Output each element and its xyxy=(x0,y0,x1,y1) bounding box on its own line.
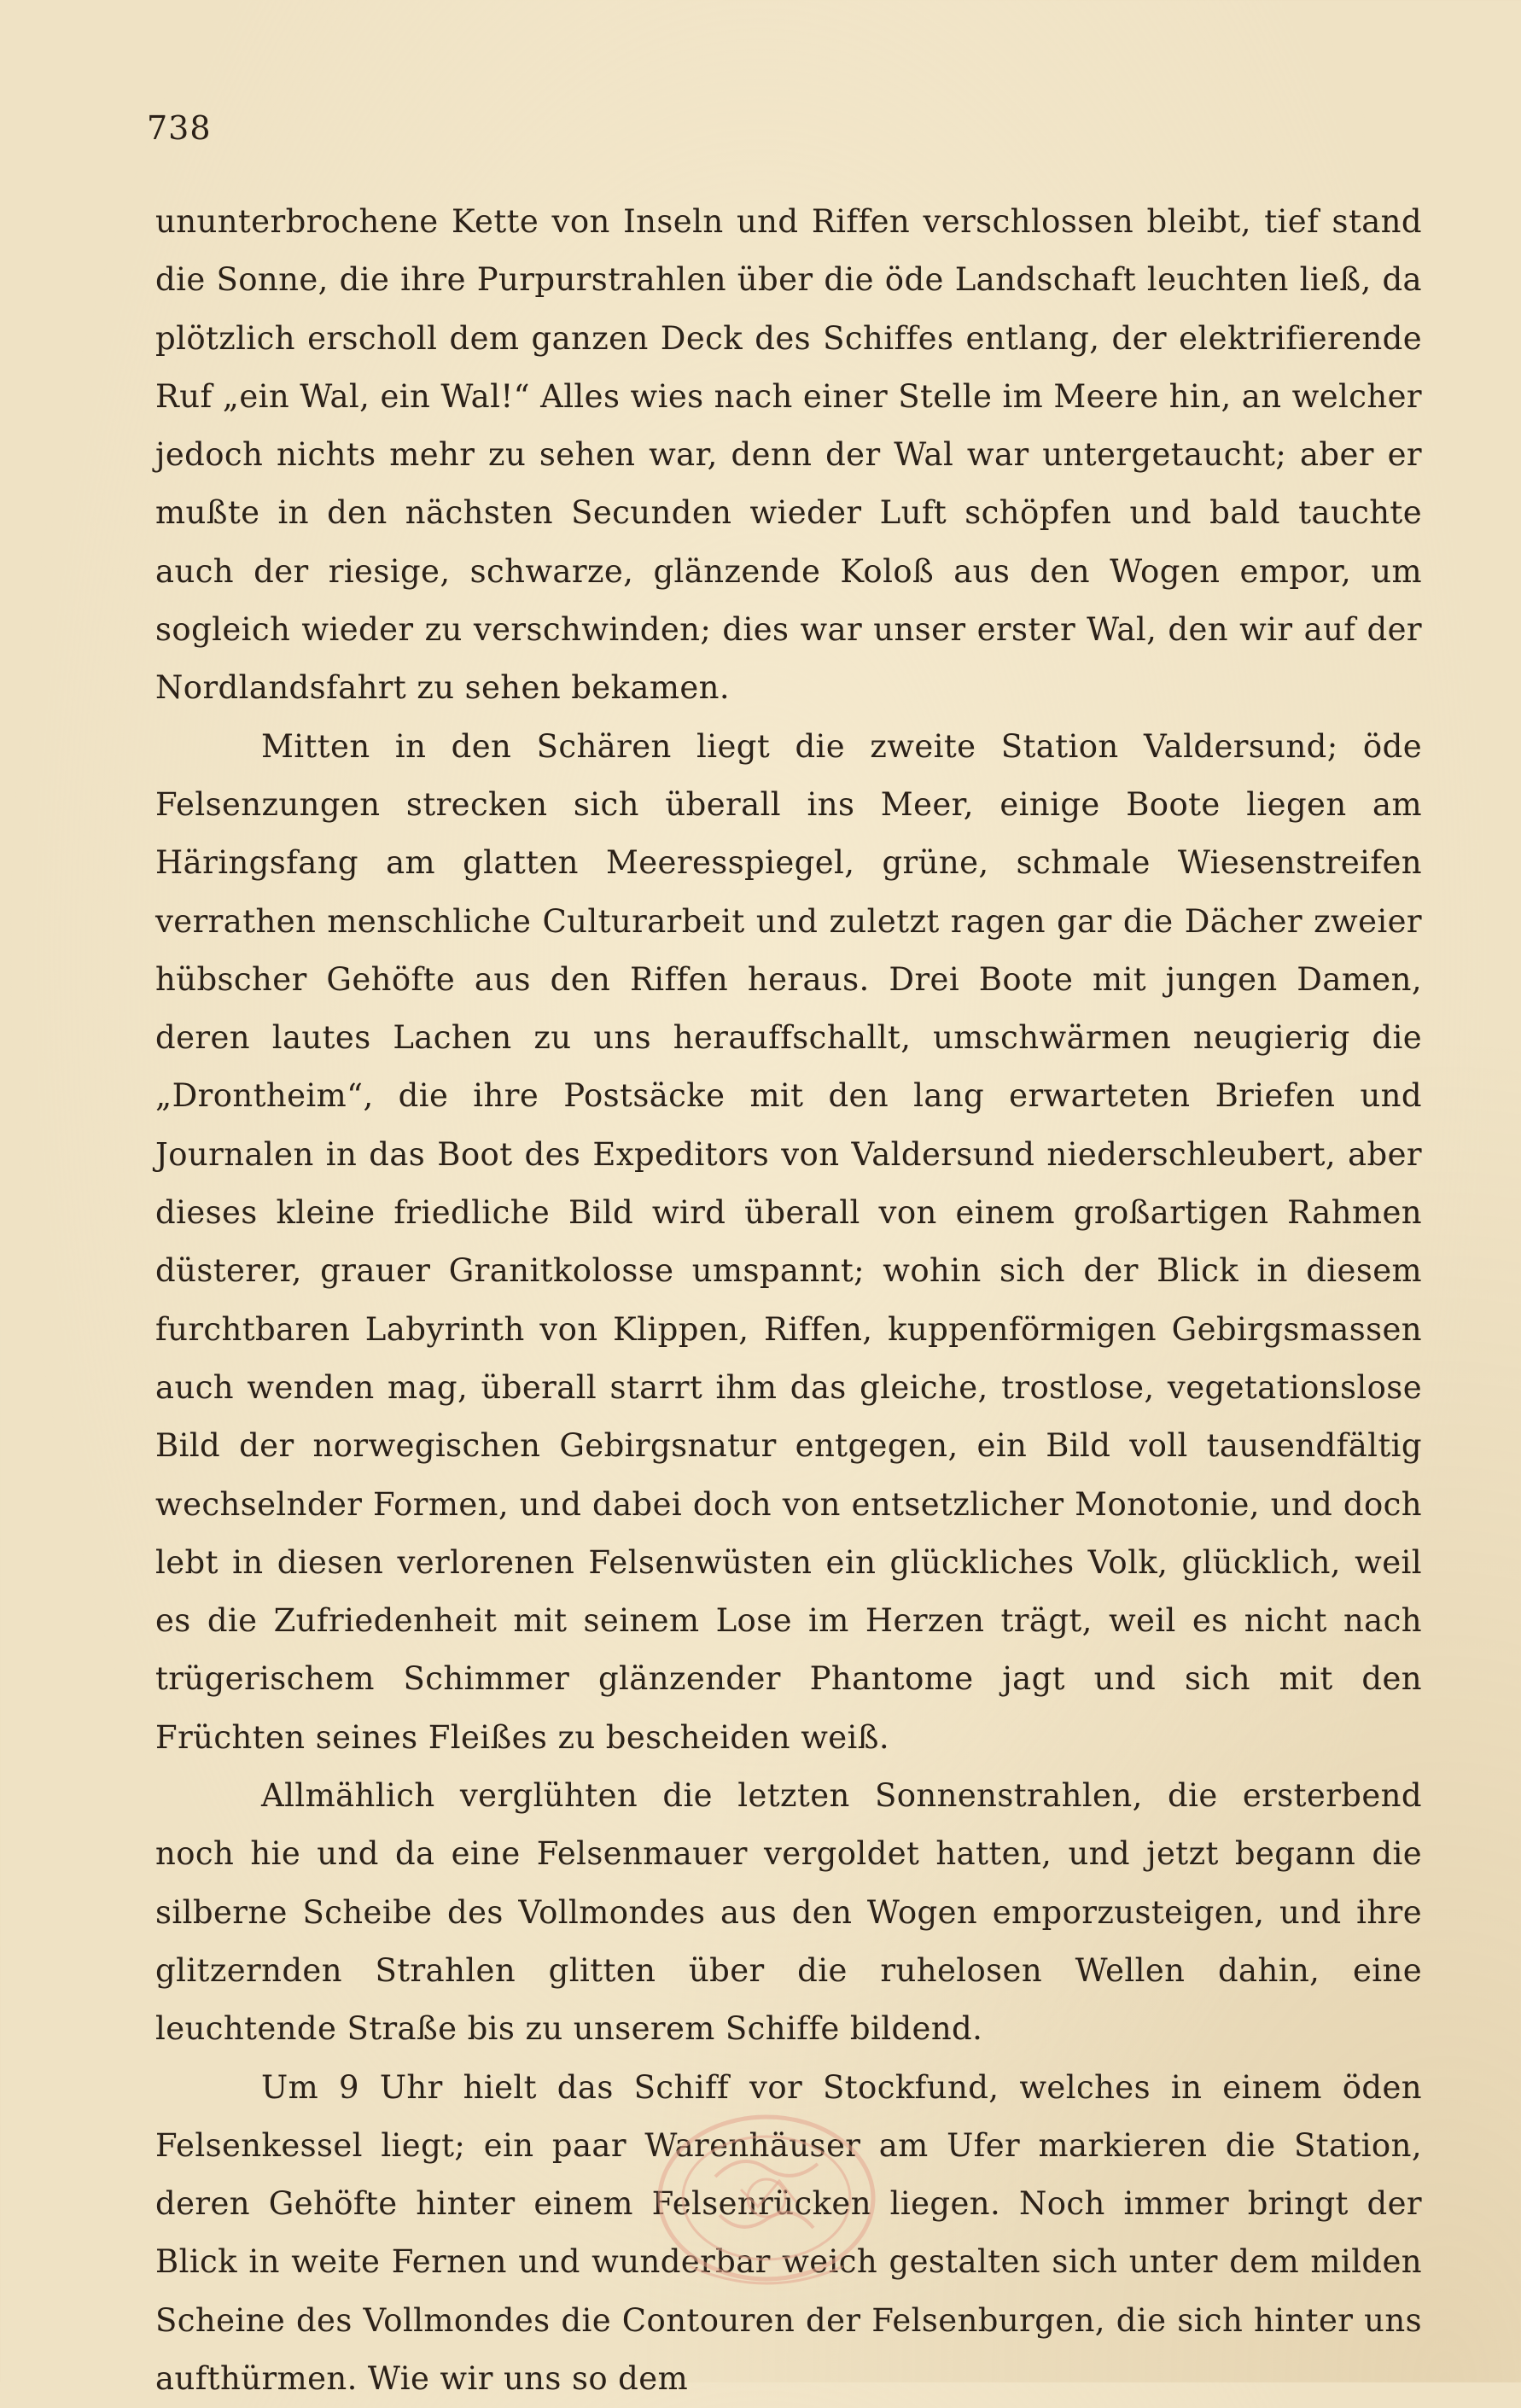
library-stamp-icon xyxy=(638,2096,895,2309)
paragraph-4: Um 9 Uhr hielt das Schiff vor Stockfund, welches in einem öden Felsenkessel liegt; ein paar Warenhäuser am Ufer markieren die Station, deren Gehöfte hinter einem Felsenrücken liegen. Noch immer bringt der Blick in weite Fernen und wunderbar weich gestalten sich unter dem milden Scheine des Vollmondes die Contouren der Felsenburgen, die sich hinter uns aufthürmen. Wie wir uns so dem xyxy=(155,2059,1422,2408)
body-text xyxy=(155,193,1422,2408)
library-stamp-graphic xyxy=(638,2096,895,2309)
paragraph-3: Allmählich verglühten die letzten Sonnenstrahlen, die ersterbend noch hie und da eine Felsenmauer vergoldet hatten, und jetzt begann die silberne Scheibe des Vollmondes aus den Wogen emporzusteigen, und ihre glitzernden Strahlen glitten über die ruhelosen Wellen dahin, eine leuchtende Straße bis zu unserem Schiffe bildend. xyxy=(155,1767,1422,2058)
paragraph-1: ununterbrochene Kette von Inseln und Riffen verschlossen bleibt, tief stand die Sonne, die ihre Purpurstrahlen über die öde Landschaft leuchten ließ, da plötzlich erscholl dem ganzen Deck des Schiffes entlang, der elektrifierende Ruf „ein Wal, ein Wal!“ Alles wies nach einer Stelle im Meere hin, an welcher jedoch nichts mehr zu sehen war, denn der Wal war untergetaucht; aber er mußte in den nächsten Secunden wieder Luft schöpfen und bald tauchte auch der riesige, schwarze, glänzende Koloß aus den Wogen empor, um sogleich wieder zu verschwinden; dies war unser erster Wal, den wir auf der Nordlandsfahrt zu sehen bekamen. xyxy=(155,193,1422,718)
paragraph-2: Mitten in den Schären liegt die zweite Station Valdersund; öde Felsenzungen strecken sich überall ins Meer, einige Boote liegen am Häringsfang am glatten Meeresspiegel, grüne, schmale Wiesenstreifen verrathen menschliche Culturarbeit und zuletzt ragen gar die Dächer zweier hübscher Gehöfte aus den Riffen heraus. Drei Boote mit jungen Damen, deren lautes Lachen zu uns herauffschallt, umschwärmen neugierig die „Drontheim“, die ihre Postsäcke mit den lang erwarteten Briefen und Journalen in das Boot des Expeditors von Valdersund niederschleubert, aber dieses kleine friedliche Bild wird überall von einem großartigen Rahmen düsterer, grauer Granitkolosse umspannt; wohin sich der Blick in diesem furchtbaren Labyrinth von Klippen, Riffen, kuppenförmigen Gebirgsmassen auch wenden mag, überall starrt ihm das gleiche, trostlose, vegetationslose Bild der norwegischen Gebirgsnatur entgegen, ein Bild voll tausendfältig wechselnder Formen, und dabei doch von entsetzlicher Monotonie, und doch lebt in diesen verlorenen Felsenwüsten ein glückliches Volk, glücklich, weil es die Zufriedenheit mit seinem Lose im Herzen trägt, weil es nicht nach trügerischem Schimmer glänzender Phantome jagt und sich mit den Früchten seines Fleißes zu bescheiden weiß. xyxy=(155,718,1422,1767)
page-number: 738 xyxy=(147,109,212,147)
